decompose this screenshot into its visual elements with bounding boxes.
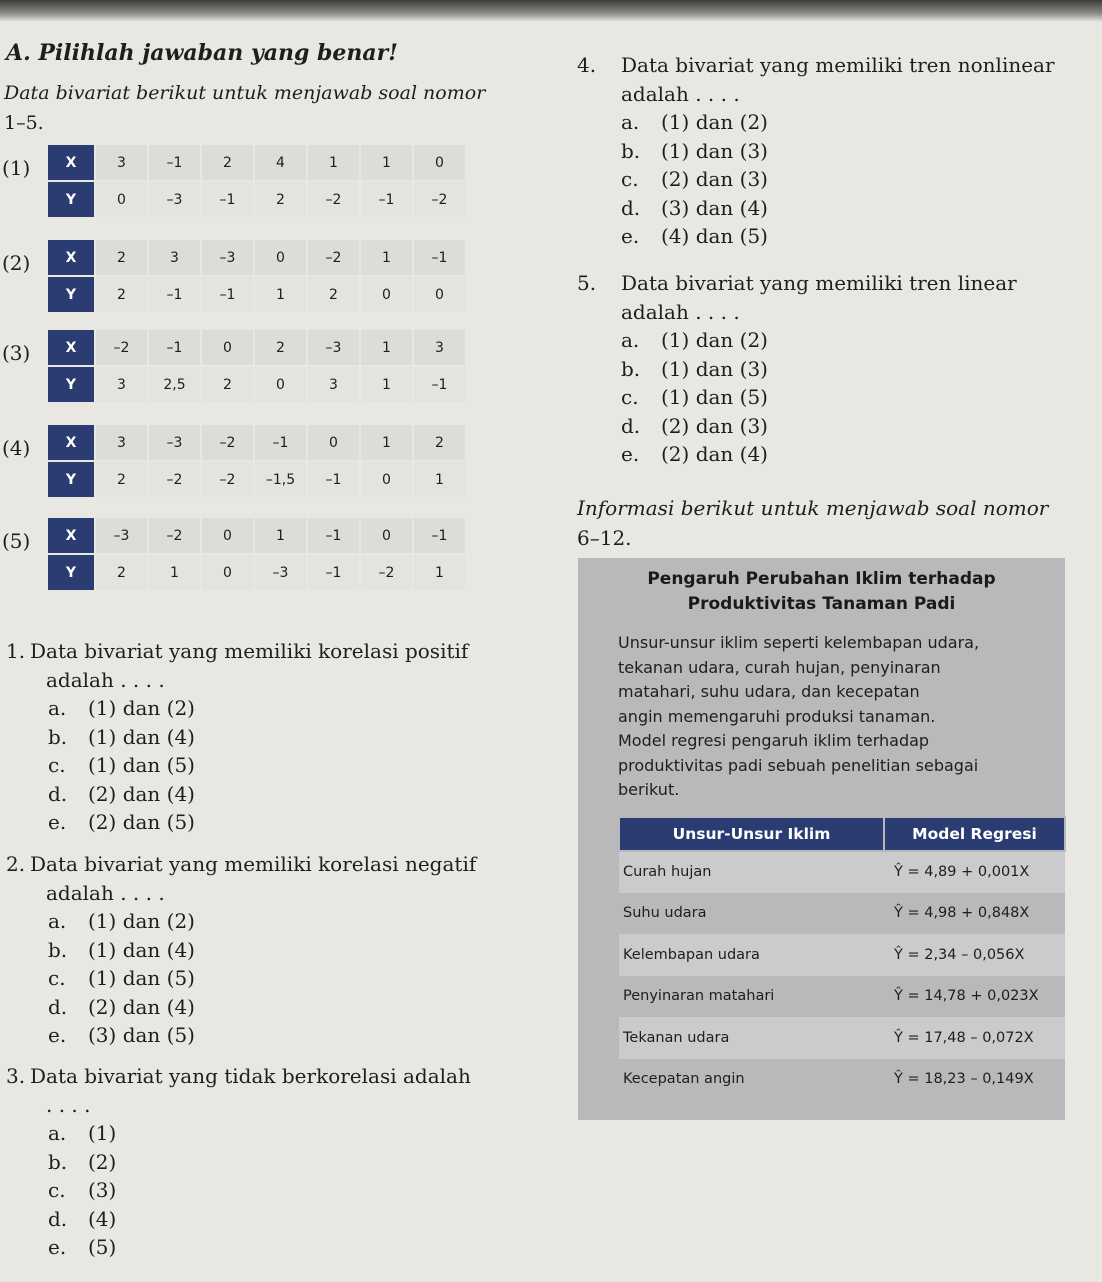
data-table-cell: –3 (95, 517, 148, 554)
data-table-3 (46, 328, 467, 404)
section-title: A. Pilihlah jawaban yang benar! (6, 40, 398, 66)
answer-option-text: (1) dan (2) (88, 909, 195, 933)
answer-option[interactable] (6, 1233, 566, 1262)
data-table-label: (1) (2, 156, 31, 180)
data-table-cell: 3 (307, 366, 360, 403)
data-table-cell: 1 (254, 517, 307, 554)
info-paragraph-line: produktivitas padi sebuah penelitian sebagai (618, 755, 979, 775)
data-table-header-x: X (47, 329, 95, 366)
data-table-cell: –2 (148, 517, 201, 554)
data-table-cell: 0 (413, 276, 466, 313)
answer-option[interactable] (577, 137, 1097, 166)
answer-option-letter: a. (48, 696, 67, 720)
question-2 (6, 850, 566, 1050)
question-text-line (577, 269, 1097, 298)
question-text-line (6, 850, 566, 879)
data-table-cell: –1,5 (254, 461, 307, 498)
page-top-edge (0, 0, 1102, 22)
data-table-row-x (47, 517, 466, 554)
answer-option-letter: a. (48, 1121, 67, 1145)
answer-option-letter: b. (48, 937, 68, 962)
answer-option-letter: b. (621, 138, 641, 163)
answer-option-letter: b. (48, 1149, 68, 1174)
answer-option-letter: c. (621, 167, 639, 191)
regression-model: Ŷ = 17,48 – 0,072X (884, 1017, 1065, 1059)
question-text: Data bivariat yang memiliki korelasi negatif (30, 852, 477, 876)
data-table-cell: 0 (95, 181, 148, 218)
data-table-cell: –1 (148, 144, 201, 181)
data-table-label: (4) (2, 436, 31, 460)
data-table-cell: –1 (201, 276, 254, 313)
intro-line-2: 1–5. (4, 112, 44, 134)
data-table-row-x (47, 424, 466, 461)
answer-option[interactable] (6, 780, 566, 809)
info-paragraph-line: matahari, suhu udara, dan kecepatan (618, 682, 920, 701)
question-text: Data bivariat yang memiliki tren linear (621, 271, 1017, 295)
answer-option-text: (2) dan (5) (88, 810, 195, 834)
regression-model: Ŷ = 2,34 – 0,056X (884, 934, 1065, 976)
data-table-cell: 0 (201, 517, 254, 554)
data-table-cell: –3 (254, 554, 307, 591)
data-table-cell: –1 (413, 239, 466, 276)
answer-option-text: (1) dan (2) (661, 110, 768, 134)
info-paragraph-line: tekanan udara, curah hujan, penyinaran (618, 657, 941, 677)
regression-model: Ŷ = 14,78 + 0,023X (884, 976, 1065, 1018)
answer-option-text: (4) dan (5) (661, 224, 768, 248)
info-paragraph-line: Model regresi pengaruh iklim terhadap (618, 731, 930, 750)
data-table-cell: –3 (201, 239, 254, 276)
data-table-cell: 1 (307, 144, 360, 181)
answer-option-text: (1) dan (2) (661, 328, 768, 352)
data-table-cell: 0 (201, 329, 254, 366)
answer-option-text: (2) dan (4) (88, 994, 195, 1019)
regression-unsur: Suhu udara (619, 893, 884, 935)
question-text-line (577, 51, 1097, 80)
regression-unsur: Kelembapan udara (619, 934, 884, 976)
data-table-header-y: Y (47, 461, 95, 498)
data-table-cell: 2 (201, 366, 254, 403)
answer-option-text: (1) dan (3) (661, 356, 768, 381)
regression-row (619, 934, 1065, 976)
data-table-cell: –3 (148, 424, 201, 461)
answer-option[interactable] (6, 907, 566, 936)
intro-text (4, 78, 485, 138)
regression-model: Ŷ = 4,89 + 0,001X (884, 851, 1065, 893)
regression-unsur: Tekanan udara (619, 1017, 884, 1059)
data-table-cell: 1 (360, 424, 413, 461)
answer-option-text: (1) dan (4) (88, 937, 195, 962)
answer-option-text: (4) (88, 1206, 117, 1231)
answer-option-letter: a. (621, 110, 640, 134)
data-table-row-x (47, 144, 466, 181)
data-table-cell: 2 (95, 239, 148, 276)
data-table-cell: 0 (413, 144, 466, 181)
question-text-line (6, 637, 566, 666)
data-table-row-x (47, 239, 466, 276)
data-table-row-y (47, 461, 466, 498)
info-box-title (578, 558, 1065, 617)
regression-col-unsur: Unsur-Unsur Iklim (619, 817, 884, 851)
answer-option-text: (1) dan (3) (661, 138, 768, 163)
data-table-cell: –1 (360, 181, 413, 218)
answer-option[interactable] (577, 222, 1097, 251)
data-table-row-x (47, 329, 466, 366)
question-4 (577, 51, 1097, 251)
answer-option-letter: c. (48, 966, 66, 990)
regression-row (619, 893, 1065, 935)
answer-option-letter: c. (621, 385, 639, 409)
data-table-cell: 2 (254, 329, 307, 366)
data-table-cell: 3 (413, 329, 466, 366)
answer-option-letter: d. (48, 994, 68, 1019)
question-1 (6, 637, 566, 837)
answer-option[interactable] (577, 355, 1097, 384)
answer-option[interactable] (577, 440, 1097, 469)
regression-row (619, 1059, 1065, 1101)
data-table-header-x: X (47, 144, 95, 181)
question-text-line (6, 1091, 566, 1120)
data-table-cell: 1 (413, 461, 466, 498)
regression-unsur: Penyinaran matahari (619, 976, 884, 1018)
question-text: adalah . . . . (621, 299, 740, 324)
info-box-title-line-2: Produktivitas Tanaman Padi (687, 594, 956, 614)
data-table-cell: –1 (307, 461, 360, 498)
data-table-cell: 0 (254, 239, 307, 276)
regression-row (619, 851, 1065, 893)
answer-option-text: (1) dan (2) (88, 696, 195, 720)
data-table-2 (46, 238, 467, 314)
answer-option-letter: b. (621, 356, 641, 381)
regression-row (619, 976, 1065, 1018)
data-table-cell: –3 (148, 181, 201, 218)
data-table-header-x: X (47, 517, 95, 554)
regression-model: Ŷ = 4,98 + 0,848X (884, 893, 1065, 935)
answer-option-text: (2) dan (4) (661, 442, 768, 466)
info-box-title-line-1: Pengaruh Perubahan Iklim terhadap (647, 569, 996, 589)
data-table-header-y: Y (47, 276, 95, 313)
answer-option-letter: d. (48, 781, 68, 806)
question-text-line (6, 879, 566, 908)
data-table-cell: 1 (360, 239, 413, 276)
question-5 (577, 269, 1097, 469)
question-number: 1. (6, 639, 26, 663)
answer-option-text: (1) dan (5) (88, 966, 195, 990)
answer-option[interactable] (6, 936, 566, 965)
regression-unsur: Curah hujan (619, 851, 884, 893)
data-table-cell: 0 (201, 554, 254, 591)
answer-option[interactable] (6, 993, 566, 1022)
answer-option[interactable] (577, 412, 1097, 441)
data-table-cell: 2 (254, 181, 307, 218)
data-table-cell: 1 (360, 144, 413, 181)
data-table-cell: 1 (148, 554, 201, 591)
regression-model: Ŷ = 18,23 – 0,149X (884, 1059, 1065, 1101)
answer-option-text: (5) (88, 1235, 117, 1259)
question-text: adalah . . . . (46, 667, 165, 692)
question-text: adalah . . . . (621, 81, 740, 106)
answer-option-letter: a. (621, 328, 640, 352)
data-table-header-x: X (47, 239, 95, 276)
data-table-cell: –2 (413, 181, 466, 218)
question-number: 4. (577, 53, 597, 77)
info-intro-line-1: Informasi berikut untuk menjawab soal nomor (577, 496, 1049, 520)
data-table-cell: –2 (307, 181, 360, 218)
data-table-cell: 0 (254, 366, 307, 403)
data-table-cell: –1 (307, 554, 360, 591)
regression-unsur: Kecepatan angin (619, 1059, 884, 1101)
info-intro-line-2: 6–12. (577, 526, 632, 550)
data-table-cell: –2 (307, 239, 360, 276)
answer-option-letter: d. (621, 195, 641, 220)
answer-option-letter: d. (621, 413, 641, 438)
question-text: Data bivariat yang memiliki tren nonlinear (621, 53, 1055, 77)
data-table-4 (46, 423, 467, 499)
question-text: Data bivariat yang memiliki korelasi positif (30, 639, 469, 663)
answer-option[interactable] (577, 108, 1097, 137)
question-text: adalah . . . . (46, 880, 165, 905)
question-text-line (577, 298, 1097, 327)
answer-option[interactable] (6, 1119, 566, 1148)
data-table-cell: 1 (254, 276, 307, 313)
data-table-cell: 3 (95, 424, 148, 461)
data-table-cell: 0 (360, 276, 413, 313)
answer-option-text: (2) dan (3) (661, 413, 768, 438)
answer-option[interactable] (6, 723, 566, 752)
question-text-line (6, 1062, 566, 1091)
data-table-cell: 1 (413, 554, 466, 591)
data-table-row-y (47, 276, 466, 313)
question-number: 5. (577, 271, 597, 295)
data-table-cell: 2 (307, 276, 360, 313)
data-table-header-y: Y (47, 181, 95, 218)
data-table-cell: –1 (148, 329, 201, 366)
answer-option-text: (2) dan (4) (88, 781, 195, 806)
data-table-cell: 1 (360, 366, 413, 403)
question-number: 3. (6, 1064, 26, 1088)
data-table-cell: 3 (95, 366, 148, 403)
answer-option-text: (2) dan (3) (661, 167, 768, 191)
data-table-cell: –2 (201, 461, 254, 498)
info-paragraph-line: berikut. (618, 780, 680, 799)
answer-option-letter: e. (48, 810, 67, 834)
data-table-cell: –1 (201, 181, 254, 218)
data-table-row-y (47, 554, 466, 591)
answer-option-text: (3) dan (4) (661, 195, 768, 220)
data-table-cell: 3 (148, 239, 201, 276)
answer-option-letter: c. (48, 753, 66, 777)
data-table-cell: –1 (254, 424, 307, 461)
answer-option-letter: e. (48, 1235, 67, 1259)
answer-option[interactable] (577, 194, 1097, 223)
data-table-cell: 0 (360, 461, 413, 498)
data-table-cell: 2 (201, 144, 254, 181)
data-table-cell: 1 (360, 329, 413, 366)
answer-option-letter: c. (48, 1178, 66, 1202)
answer-option[interactable] (577, 165, 1097, 194)
answer-option[interactable] (6, 1176, 566, 1205)
answer-option[interactable] (6, 1148, 566, 1177)
answer-option-letter: e. (621, 442, 640, 466)
answer-option-text: (3) (88, 1178, 117, 1202)
answer-option-letter: d. (48, 1206, 68, 1231)
answer-option-text: (1) dan (4) (88, 724, 195, 749)
answer-option[interactable] (6, 808, 566, 837)
data-table-cell: 0 (307, 424, 360, 461)
data-table-5 (46, 516, 467, 592)
data-table-cell: 2 (95, 461, 148, 498)
data-table-header-y: Y (47, 554, 95, 591)
answer-option-text: (3) dan (5) (88, 1023, 195, 1047)
answer-option-text: (2) (88, 1149, 117, 1174)
data-table-cell: 2,5 (148, 366, 201, 403)
data-table-row-y (47, 181, 466, 218)
info-box-paragraph (578, 631, 1065, 803)
data-table-cell: –2 (148, 461, 201, 498)
data-table-cell: 3 (95, 144, 148, 181)
answer-option-letter: e. (621, 224, 640, 248)
data-table-cell: –2 (95, 329, 148, 366)
data-table-cell: 0 (360, 517, 413, 554)
answer-option[interactable] (6, 964, 566, 993)
question-3 (6, 1062, 566, 1262)
data-table-cell: –1 (148, 276, 201, 313)
data-table-cell: 2 (95, 554, 148, 591)
answer-option[interactable] (6, 1205, 566, 1234)
regression-row (619, 1017, 1065, 1059)
regression-table (618, 816, 1066, 1100)
info-intro (577, 493, 1048, 553)
answer-option-letter: e. (48, 1023, 67, 1047)
answer-option[interactable] (6, 1021, 566, 1050)
data-table-cell: –1 (307, 517, 360, 554)
question-text: Data bivariat yang tidak berkorelasi adalah (30, 1064, 471, 1088)
answer-option[interactable] (577, 326, 1097, 355)
data-table-cell: 2 (95, 276, 148, 313)
answer-option[interactable] (6, 694, 566, 723)
data-table-cell: 4 (254, 144, 307, 181)
intro-line-1: Data bivariat berikut untuk menjawab soal nomor (4, 82, 486, 104)
data-table-label: (2) (2, 251, 31, 275)
data-table-cell: –2 (201, 424, 254, 461)
info-paragraph-line: angin memengaruhi produksi tanaman. (618, 706, 936, 726)
question-text: . . . . (46, 1092, 91, 1117)
data-table-cell: 2 (413, 424, 466, 461)
data-table-cell: –3 (307, 329, 360, 366)
answer-option-text: (1) dan (5) (661, 385, 768, 409)
answer-option-letter: a. (48, 909, 67, 933)
info-paragraph-line: Unsur-unsur iklim seperti kelembapan udara, (618, 633, 980, 652)
question-number: 2. (6, 852, 26, 876)
answer-option-text: (1) (88, 1121, 117, 1145)
data-table-cell: –2 (360, 554, 413, 591)
data-table-header-y: Y (47, 366, 95, 403)
answer-option[interactable] (6, 751, 566, 780)
info-box (578, 558, 1065, 1120)
data-table-row-y (47, 366, 466, 403)
data-table-label: (3) (2, 341, 31, 365)
data-table-header-x: X (47, 424, 95, 461)
data-table-label: (5) (2, 529, 31, 553)
data-table-1 (46, 143, 467, 219)
question-text-line (6, 666, 566, 695)
answer-option-text: (1) dan (5) (88, 753, 195, 777)
answer-option[interactable] (577, 383, 1097, 412)
data-table-cell: –1 (413, 517, 466, 554)
question-text-line (577, 80, 1097, 109)
regression-col-model: Model Regresi (884, 817, 1065, 851)
data-table-cell: –1 (413, 366, 466, 403)
answer-option-letter: b. (48, 724, 68, 749)
